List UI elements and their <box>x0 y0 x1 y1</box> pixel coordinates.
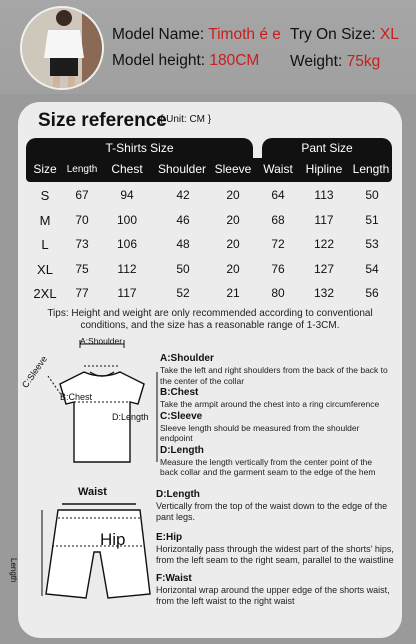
hip-desc-title: E:Hip <box>156 532 183 543</box>
size-table-cell: L <box>41 237 49 252</box>
model-height-value: 180CM <box>209 52 260 69</box>
size-reference-title: Size reference <box>38 110 167 131</box>
chest-desc-title: B:Chest <box>160 387 199 398</box>
size-table-cell: 56 <box>365 286 379 300</box>
size-table-cell: 46 <box>176 212 190 227</box>
size-reference-card <box>9 102 402 638</box>
size-table-cell: 75 <box>75 261 89 276</box>
chest-desc <box>160 386 392 410</box>
size-table-cell: 113 <box>314 188 334 202</box>
chest-desc-text: Take the armpit around the chest into a ring circumference <box>160 399 380 409</box>
size-table-cell: 48 <box>176 237 190 251</box>
size-table-cell: 53 <box>365 237 379 251</box>
try-on-size-label: Try On Size: <box>290 26 376 43</box>
size-table-cell: 122 <box>313 237 335 251</box>
size-table-cell: 112 <box>117 261 137 276</box>
size-table-cell: 76 <box>271 261 285 276</box>
col-size: Size <box>33 162 57 176</box>
size-table-cell: S <box>40 188 50 203</box>
size-table-row <box>26 284 392 304</box>
size-table-cell: 80 <box>271 286 285 300</box>
col-sleeve: Sleeve <box>214 162 252 176</box>
col-length: Length <box>66 164 98 175</box>
pant-size-header: Pant Size <box>262 138 392 158</box>
size-table-cell: 72 <box>271 237 285 251</box>
shoulder-desc <box>160 352 392 386</box>
size-table-cell: 77 <box>75 286 89 300</box>
size-table-cell: 21 <box>226 286 240 300</box>
col-shoulder: Shoulder <box>157 162 207 176</box>
size-table-cell: 20 <box>226 237 240 251</box>
size-table-row <box>26 211 392 231</box>
length-desc-title: D:Length <box>160 444 204 456</box>
pant-length-label: Length <box>9 558 18 583</box>
waist-label: Waist <box>78 486 107 498</box>
size-table-cell: 50 <box>176 261 190 276</box>
sleeve-label: C:Sleeve <box>20 354 50 390</box>
unit-label: { Unit: CM } <box>160 114 212 125</box>
model-photo <box>20 6 104 90</box>
hip-desc <box>156 531 394 566</box>
col-waist: Waist <box>263 162 293 176</box>
size-table-cell: 67 <box>75 188 89 202</box>
size-table-cell: 50 <box>365 188 379 202</box>
model-weight <box>290 53 380 71</box>
size-table-cell: 20 <box>226 212 240 227</box>
size-table-cell: 127 <box>313 261 335 276</box>
hip-desc-text: Horizontally pass through the widest part of the shorts' hips, from the left seam to the right seam, parallel to the waistline <box>156 544 394 565</box>
size-table-row <box>26 235 392 255</box>
size-table-cell: 117 <box>314 212 334 227</box>
size-table-cell: 52 <box>176 286 190 300</box>
size-table-cell: 64 <box>271 188 285 202</box>
size-table-cell: 51 <box>365 212 379 227</box>
col-chest: Chest <box>111 162 143 176</box>
size-table-cell: 54 <box>365 261 379 276</box>
shoulder-desc-title: A:Shoulder <box>160 353 214 364</box>
waist-desc-text: Horizontal wrap around the upper edge of the shorts waist, from the left waist to the right waist <box>156 585 390 606</box>
tips-text: Tips: Height and weight are only recommended according to conventional conditions, and the size has a reasonable range of 1-3CM. <box>47 308 373 331</box>
model-weight-label: Weight: <box>290 53 343 70</box>
col-pant-length: Length <box>352 162 390 176</box>
model-name-value: Timoth é e <box>208 26 281 43</box>
size-table-cell: 70 <box>75 212 89 227</box>
size-table-row <box>26 260 392 280</box>
size-table-cell: 117 <box>117 286 137 300</box>
waist-desc <box>156 572 394 607</box>
try-on-size-value: XL <box>379 26 399 43</box>
waist-desc-title: F:Waist <box>156 573 192 584</box>
size-table-cell: 42 <box>176 188 190 202</box>
sleeve-desc-title: C:Sleeve <box>160 410 203 422</box>
chest-label: B:Chest <box>60 392 93 402</box>
model-name <box>112 26 281 44</box>
size-table-cell: 20 <box>226 261 240 276</box>
pant-length-desc <box>156 488 394 523</box>
size-table-cell: 73 <box>75 237 89 251</box>
size-table-cell: 100 <box>116 212 138 227</box>
sleeve-desc <box>160 410 392 444</box>
tshirt-size-header: T-Shirts Size <box>26 138 253 158</box>
model-weight-value: 75kg <box>346 53 381 70</box>
length-desc <box>160 444 392 478</box>
shoulder-label: A:Shoulder <box>80 336 123 346</box>
sleeve-desc-text: Sleeve length should be measured from the shoulder endpoint <box>160 422 360 443</box>
pant-length-desc-text: Vertically from the top of the waist down to the edge of the pant legs. <box>156 501 388 522</box>
pant-length-desc-title: D:Length <box>156 489 200 500</box>
shirt-measure-list <box>160 352 392 478</box>
length-label: D:Length <box>112 412 149 422</box>
size-table-cell: XL <box>37 261 53 277</box>
hip-label: Hip <box>100 530 126 549</box>
size-table-cell: M <box>39 212 51 228</box>
model-info-header <box>0 0 416 94</box>
size-table-cell: 20 <box>226 188 240 202</box>
pant-measure-list <box>156 488 394 607</box>
size-table-cell: 2XL <box>33 286 57 301</box>
length-desc-text: Measure the length vertically from the center point of the back collar and the garment seam to the edge of the hem <box>160 456 376 477</box>
size-table-cell: 94 <box>120 188 134 202</box>
size-table-cell: 132 <box>313 286 335 300</box>
size-table-cell: 106 <box>116 237 138 251</box>
model-height <box>112 52 259 70</box>
col-hipline: Hipline <box>305 162 343 176</box>
shoulder-desc-text: Take the left and right shoulders from the back of the back to the center of the collar <box>160 365 388 386</box>
model-height-label: Model height: <box>112 52 206 69</box>
size-table-header-row <box>26 158 392 182</box>
try-on-size <box>290 26 399 44</box>
size-table-row <box>26 186 392 206</box>
size-table-cell: 68 <box>271 212 285 227</box>
model-name-label: Model Name: <box>112 26 205 43</box>
